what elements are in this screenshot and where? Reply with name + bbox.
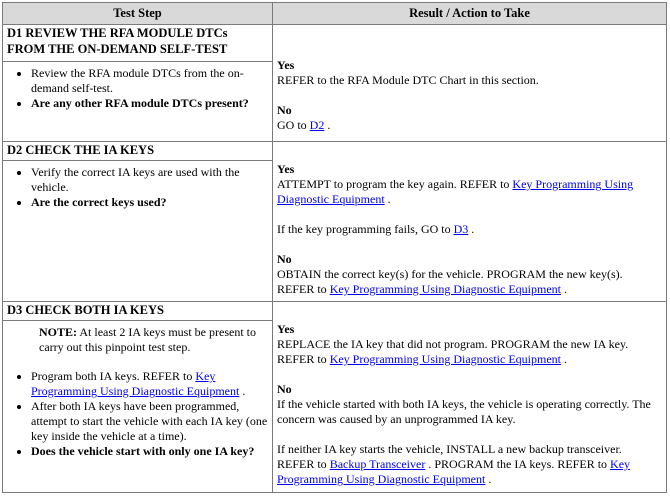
d3-title-row bbox=[3, 302, 667, 321]
d3-no-label: No bbox=[277, 382, 292, 396]
d3-note bbox=[7, 325, 268, 355]
d3-yes-action: REPLACE the IA key that did not program. PROGRAM the new IA key. REFER to Key Programming Using Diagnostic Equipment . bbox=[277, 337, 629, 366]
pinpoint-test-table bbox=[2, 2, 667, 493]
d3-no-key-programming-link[interactable]: Key Programming Using Diagnostic Equipment bbox=[277, 457, 631, 486]
d1-steps-cell bbox=[3, 62, 273, 142]
header-test-step: Test Step bbox=[3, 3, 273, 25]
d3-backup-transceiver-link[interactable]: Backup Transceiver bbox=[329, 457, 426, 471]
d3-steps-list bbox=[7, 369, 268, 459]
d1-go-to-d2-link[interactable]: D2 bbox=[309, 117, 325, 132]
d3-step-attempt-start: • After both IA keys have been programmed, attempt to start the vehicle with each IA key (one key inside the vehicle at a time). bbox=[31, 399, 268, 444]
header-result-action: Result / Action to Take bbox=[273, 3, 667, 25]
d3-yes-key-programming-link[interactable]: Key Programming Using Diagnostic Equipment bbox=[329, 352, 561, 366]
d2-yes-action: ATTEMPT to program the key again. REFER to Key Programming Using Diagnostic Equipment . bbox=[277, 177, 634, 206]
d3-step-key-programming-link[interactable]: Key Programming Using Diagnostic Equipment bbox=[31, 369, 240, 398]
d1-step-review: • Review the RFA module DTCs from the on-demand self-test. bbox=[31, 66, 268, 96]
d2-title-row bbox=[3, 142, 667, 161]
table-header-row bbox=[3, 3, 667, 25]
d1-question: • Are any other RFA module DTCs present? bbox=[31, 96, 268, 111]
d2-steps-list bbox=[7, 165, 268, 210]
d1-yes-text: REFER to the RFA Module DTC Chart in this section. bbox=[277, 72, 539, 87]
d1-result-cell bbox=[273, 25, 667, 142]
d2-step-verify: • Verify the correct IA keys are used with the vehicle. bbox=[31, 165, 268, 195]
d3-neither-action: If neither IA key starts the vehicle, INSTALL a new backup transceiver. REFER to Backup Transceiver . PROGRAM the IA keys. REFER to Key Programming Using Diagnostic Equipment . bbox=[277, 442, 631, 486]
d2-yes-label: Yes bbox=[277, 162, 295, 176]
d3-step-program: • Program both IA keys. REFER to Key Programming Using Diagnostic Equipment . bbox=[31, 369, 268, 399]
d2-title: D2 CHECK THE IA KEYS bbox=[3, 142, 273, 161]
d2-no-action: OBTAIN the correct key(s) for the vehicle. PROGRAM the new key(s). REFER to Key Programming Using Diagnostic Equipment . bbox=[277, 267, 623, 296]
d2-question: • Are the correct keys used? bbox=[31, 195, 268, 210]
d3-question: • Does the vehicle start with only one IA key? bbox=[31, 444, 268, 459]
d1-title: D1 REVIEW THE RFA MODULE DTCs FROM THE ON-DEMAND SELF-TEST bbox=[3, 25, 273, 62]
d1-no-label: No bbox=[277, 102, 292, 117]
d2-go-to-d3-link[interactable]: D3 bbox=[453, 222, 469, 236]
d3-title: D3 CHECK BOTH IA KEYS bbox=[3, 302, 273, 321]
d3-note-label: NOTE: bbox=[39, 325, 78, 339]
d2-fail-action: If the key programming fails, GO to D3 . bbox=[277, 222, 475, 236]
d1-no-action: GO to D2 . bbox=[277, 117, 331, 132]
d3-result-cell bbox=[273, 302, 667, 493]
d3-no-text: If the vehicle started with both IA keys, the vehicle is operating correctly. The concern was caused by an unprogrammed IA key. bbox=[277, 397, 651, 426]
d2-key-programming-link[interactable]: Key Programming Using Diagnostic Equipment bbox=[277, 177, 634, 206]
d2-no-key-programming-link[interactable]: Key Programming Using Diagnostic Equipment bbox=[329, 282, 561, 296]
d2-no-label: No bbox=[277, 252, 292, 266]
d2-result-cell bbox=[273, 142, 667, 302]
d3-note-text: At least 2 IA keys must be present to carry out this pinpoint test step. bbox=[39, 325, 256, 354]
d3-yes-label: Yes bbox=[277, 322, 295, 336]
d3-steps-cell bbox=[3, 321, 273, 493]
d2-steps-cell bbox=[3, 161, 273, 302]
d1-steps-list bbox=[7, 66, 268, 111]
d1-title-row bbox=[3, 25, 667, 62]
d1-yes-label: Yes bbox=[277, 57, 295, 72]
